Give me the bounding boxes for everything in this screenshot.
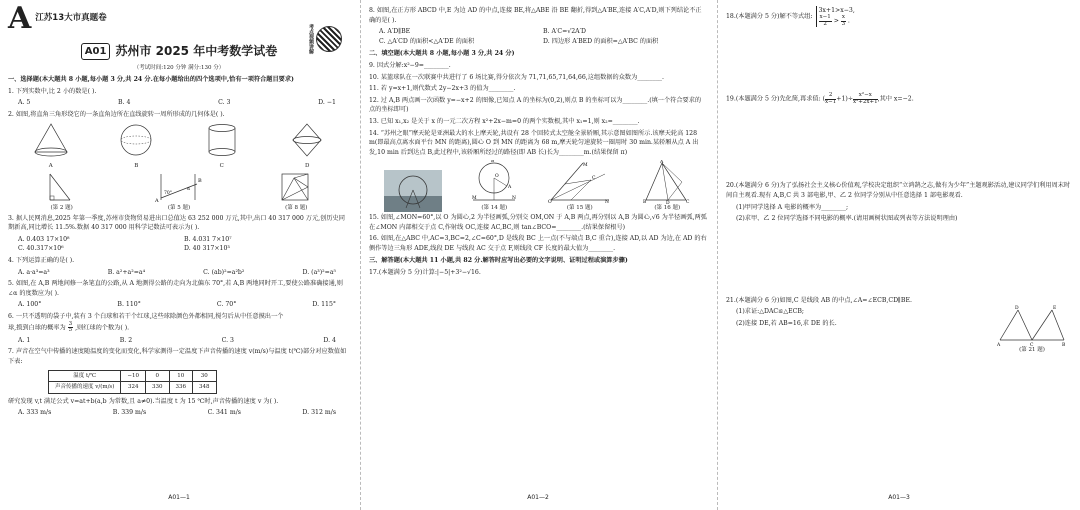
svg-text:M: M (472, 195, 477, 201)
q7-table (48, 370, 217, 394)
question-12: 12. 过 A,B 两点画一次函数 y=−x+2 的图像,已知点 A 的坐标为(0,2),则点 B 的坐标可以为________.(填一个符合要求的点的坐标即可) (369, 96, 702, 114)
question-3: 3. 据人民网消息,2025 年第一季度,苏州市货物贸易进出口总值达 63 252 000 万元,其中,出口 40 317 000 万元,创历史同期新高,同比增长 11.5%.数据 40 317 000 用科学记数法可表示为( ). (8, 214, 345, 232)
q4-option-b: B. a²+a²=a⁴ (107, 268, 146, 276)
q5-option-c: C. 70° (216, 301, 237, 309)
section-3-heading: 三、解答题(本大题共 11 小题,共 82 分.解答时应写出必要的文字说明、证明过程或演算步骤) (369, 257, 628, 265)
q6-option-b: B. 2 (119, 336, 133, 344)
svg-text:70°: 70° (163, 191, 172, 197)
exam-info: （考试时间:120 分钟 满分:130 分） (133, 64, 225, 71)
fig-q21 (996, 304, 1068, 355)
table-cell: 0 (146, 370, 170, 382)
section-1-heading: 一、选择题(本大题共 8 小题,每小题 3 分,共 24 分.在每小题给出的四个选项中,恰有一项符合题目要求) (8, 76, 294, 84)
q7-option-c: C. 341 m/s (207, 409, 241, 417)
q3-option-c: C. 40.317×10⁶ (18, 245, 64, 253)
fig-q15 (547, 160, 613, 213)
wheel-diagram (471, 160, 517, 204)
svg-text:N: N (512, 195, 517, 201)
svg-text:N: N (604, 199, 609, 204)
q7-option-d: D. 312 m/s (302, 409, 336, 417)
q4-option-d: D. (a³)²=a⁵ (302, 268, 336, 276)
q1-options (8, 98, 350, 108)
fig-q16-caption: (第 16 题) (654, 204, 681, 211)
question-10: 10. 某篮球队在一次联赛中共进行了 6 场比赛,得分依次为 71,71,65,71,64,66,这组数据的众数为________. (369, 73, 664, 81)
angle-bisector-diagram (547, 160, 613, 204)
fig-q16 (642, 160, 692, 213)
q18-line-1: 3x+1>x−3, (818, 7, 855, 14)
table-cell: 温度 t/℃ (49, 370, 121, 382)
q2-fig-b-label: B (134, 162, 139, 169)
q1-option-a: A. 5 (18, 99, 31, 107)
question-8: 8. 如图,在正方形 ABCD 中,E 为边 AD 的中点,连接 BE,将△ABE 沿 BE 翻折,得到△A′BE,连接 A′C,A′D,则下列结论不正确的是( ). (369, 7, 702, 24)
cone-figure (31, 122, 71, 162)
q8-option-d: D. 四边形 A′BED 的面积=△A′BC 的面积 (543, 37, 659, 45)
q19-tail: ,其中 x=−2. (877, 95, 914, 103)
svg-text:O: O (547, 199, 552, 204)
question-15: 15. 如图,∠MON=60°,以 O 为圆心,2 为半径画弧,分别交 OM,ON 于 A,B 两点,再分别以 A,B 为圆心,√6 为半径画弧,两弧在∠MON 内部相交于点 C,作射线 OC,连接 AC,BC,则 tan∠BCO=________.(结果保留根号) (369, 214, 707, 231)
sphere-figure (116, 122, 156, 162)
q7-option-b: B. 339 m/s (112, 409, 147, 417)
q19-text: 19.(本题满分 5 分)先化简,再求值: (726, 95, 821, 103)
q1-option-b: B. 4 (118, 99, 131, 107)
question-11: 11. 若 y=x+1,则代数式 2y−2x+3 的值为________. (369, 85, 516, 93)
question-20-part-2: (2)求甲、乙 2 位同学选择不同电影的概率.(请用画树状图或列表等方法说明理由) (736, 215, 958, 223)
question-21-part-1: (1)求证:△DAC≌△ECB; (736, 308, 804, 316)
q2-figures (8, 122, 350, 171)
fig-q8 (276, 172, 316, 213)
svg-text:O: O (495, 173, 499, 179)
question-2: 2. 如图,将直角三角形绕它的一条直角边所在直线旋转一周所形成的几何体是( ). (8, 110, 225, 118)
question-9: 9. 因式分解:x²−9=________. (369, 62, 451, 70)
table-cell: 10 (169, 370, 193, 382)
q8-options (369, 27, 707, 46)
fig-q2 (42, 172, 82, 213)
label-c: C (1030, 342, 1034, 346)
svg-text:A: A (154, 198, 159, 205)
q19-frac-1-num: 2 (825, 93, 836, 100)
exam-title: 苏州市 2025 年中考数学试卷 (115, 44, 278, 58)
table-cell: 324 (121, 382, 146, 394)
q2-fig-d-label: D (305, 162, 310, 169)
volume-letter: A (8, 1, 32, 36)
table-cell: 330 (146, 382, 170, 394)
triangle-diagram (642, 160, 692, 204)
answer-space-18 (726, 29, 1072, 93)
question-20-part-1: (1)甲同学选择 A 电影的概率为________; (736, 203, 849, 211)
q5-option-a: A. 100° (18, 301, 42, 309)
exam-title-row (8, 24, 350, 61)
q5-option-d: D. 115° (312, 301, 336, 309)
q2-fig-a-label: A (48, 162, 53, 169)
q1-option-d: D. −1 (318, 99, 336, 107)
svg-text:D: D (666, 200, 670, 204)
question-18 (726, 6, 1072, 27)
series-title: 江苏13大市真题卷 (35, 13, 107, 24)
exam-code: A01 (81, 43, 111, 61)
q6-fraction (68, 322, 74, 334)
table-cell: −10 (121, 370, 146, 382)
q1-option-c: C. 3 (218, 99, 231, 107)
q7-option-a: A. 333 m/s (18, 409, 52, 417)
q2-fig-c-label: C (219, 162, 224, 169)
label-a: A (997, 342, 1001, 346)
fig-q8-caption: (第 8 题) (285, 205, 308, 212)
q19-frac-2-num: x²−x (853, 93, 878, 100)
q6-line-1: 6. 一只不透明的袋子中,装有 3 个白球和若干个红球,这些球除颜色外都相同,搅匀后从中任意摸出一个 (8, 313, 284, 321)
fig-q14 (471, 160, 517, 213)
q19-frac-2-den: x²+2x+1 (853, 98, 878, 105)
q7-options (8, 408, 350, 418)
q6-option-c: C. 3 (221, 336, 234, 344)
question-16: 16. 如图,在△ABC 中,AC=3,BC=2,∠C=60°,D 是线段 BC 上一点(不与端点 B,C 重合),连接 AD,以 AD 为边,在 AD 的右侧作等边三角形 ADE,线段 DE 与线段 AC 交于点 F,则线段 CF 长度的最大值为________. (369, 235, 707, 252)
q18-gt: > (833, 17, 839, 25)
q8-option-b: B. A′C=√2A′D (543, 28, 586, 36)
fig-q21-caption: (第 21 题) (1019, 346, 1045, 353)
question-1: 1. 下列实数中,比 2 小的数是( ). (8, 87, 97, 95)
q3-option-b: B. 4.031 7×10⁷ (184, 235, 232, 243)
question-21: 21.(本题满分 6 分)如图,C 是线段 AB 的中点,∠A=∠ECB,CD∥BE. (726, 296, 912, 304)
svg-text:B: B (197, 178, 202, 185)
q6-option-a: A. 1 (18, 336, 31, 344)
q6-option-d: D. 4 (323, 336, 336, 344)
congruent-triangles-diagram (996, 304, 1068, 346)
question-21-block (726, 296, 1072, 353)
table-cell: 336 (169, 382, 193, 394)
q18-frac-2 (841, 15, 846, 27)
question-5: 5. 如图,在 A,B 两地间修一条笔直的公路,从 A 地测得公路的走向为北偏东 70°,若 A,B 两地同时开工,要使公路准确接通,则∠α 的度数应为( ). (8, 280, 343, 297)
table-row (49, 370, 217, 382)
q2-fig-c (202, 122, 242, 171)
bearing-figure (149, 172, 209, 204)
svg-text:C: C (591, 175, 596, 181)
question-4: 4. 下列运算正确的是( ). (8, 257, 75, 265)
page-3 (717, 0, 1080, 510)
q3-option-a: A. 0.403 17×10⁸ (18, 235, 70, 243)
page-1 (0, 0, 358, 510)
q18-text: 18.(本题满分 5 分)解不等式组: (726, 12, 813, 20)
q6-options (8, 336, 350, 346)
svg-text:M: M (582, 162, 588, 168)
qr-code-icon[interactable] (316, 26, 342, 52)
question-19: 19.(本题满分 5 分)先化简,再求值: ( $\frac{2}{x-1}$ +1)÷ $\frac{\text{x²−x}}{\text{x²+2x+1}}$ ,其中 x=−2. (726, 92, 914, 105)
q6-fraction-num: 3 (68, 320, 73, 327)
square-fold-figure (276, 172, 316, 204)
answer-space-19 (726, 107, 1072, 181)
q2-fig-a (31, 122, 71, 171)
q8-option-a: A. A′D∥BE (379, 28, 411, 36)
q5-option-b: B. 110° (117, 301, 141, 309)
question-13: 13. 已知 x₁,x₂ 是关于 x 的一元二次方程 x²+2x−m=0 的两个实数根,其中 x₁=1,则 x₂=________. (369, 118, 640, 126)
q18-system (816, 6, 855, 27)
question-14: 14. “苏州之眼”摩天轮是亚洲最大的水上摩天轮,共设有 28 个回转式太空舱全景轿厢,其示意图如图所示.该摩天轮高 128 m(即最高点离水面平台 MN 的距离),圆心 O 到 MN 的距离为 68 m,摩天轮匀速旋转一圈用时 30 min.某轿厢从点 A 出发,10 min 后到达点 B,此过程中,该轿厢所经过的路径(即 AB 长)长为________m.(结果保留 π) (369, 129, 699, 156)
qr-block[interactable] (308, 24, 343, 54)
q3-options (8, 235, 350, 254)
q2-fig-d (287, 122, 327, 171)
section-2-heading: 二、填空题(本大题共 8 小题,每小题 3 分,共 24 分) (369, 50, 515, 58)
svg-text:B: B (491, 159, 495, 164)
q3-option-d: D. 40 317×10³ (184, 245, 230, 253)
q8-option-c: C. △A′CD 的面积<△A′DE 的面积 (379, 37, 475, 45)
page-3-footer: A01—3 (888, 493, 910, 501)
q18-frac-1-num: x−1 (819, 14, 831, 21)
page-1-footer: A01—1 (168, 493, 190, 501)
question-17: 17.(本题满分 5 分)计算:|−5|+3²−√16. (369, 269, 481, 277)
question-20: 20.(本题满分 6 分)为了弘扬社会主义核心价值观,学校决定组织“立鸿鹄之志,做有为少年”主题观影活动,建议同学们利用周末时间自主观看.现有 A,B,C 共 3 部电影,甲、乙 2 位同学分别从中任意选择 1 部电影观看. (726, 182, 1071, 199)
table-row (49, 382, 217, 394)
svg-text:C: C (686, 199, 690, 204)
q6-line-2 (8, 322, 350, 334)
q18-frac-1-den: 2 (823, 20, 827, 27)
ferris-wheel-photo (384, 170, 442, 212)
svg-text:α: α (186, 187, 191, 193)
q4-option-c: C. (ab)²=a²b² (203, 268, 245, 276)
q18-frac-2-den: 3 (841, 20, 846, 27)
fig-q14-caption: (第 14 题) (481, 204, 508, 211)
q19-frac-1 (825, 93, 836, 105)
label-b: B (1062, 342, 1066, 346)
table-cell: 30 (193, 370, 217, 382)
q19-div: ÷ (847, 95, 853, 103)
svg-text:B: B (643, 199, 647, 204)
q18-frac-1 (819, 15, 832, 27)
q19-frac-1-den: x−1 (825, 98, 837, 105)
q18-line-2 (819, 15, 855, 27)
question-7: 7. 声音在空气中传播的速度随温度的变化而变化,科学家测得一定温度下声音传播的速度 v(m/s)与温度 t(℃)部分对应数值如下表: (8, 348, 347, 365)
fig-q14-photo (384, 170, 442, 212)
q6-text-b: 球,摸到白球的概率为 (8, 324, 66, 332)
qr-label: 考点视频讲解 (308, 24, 314, 54)
svg-text:A: A (660, 159, 664, 165)
fig-q5 (149, 172, 209, 213)
label-d: D (1015, 305, 1019, 311)
table-cell: 348 (193, 382, 217, 394)
q19-frac-2 (853, 93, 878, 105)
q2-fig-b (116, 122, 156, 171)
q18-frac-2-num: x (841, 14, 845, 21)
question-7-continued: 研究发现 v,t 满足公式 v=at+b(a,b 为常数,且 a≠0).当温度 t 为 15 ℃时,声音传播的速度 v 为( ). (8, 397, 279, 405)
question-21-part-2: (2)连接 DE,若 AB=16,求 DE 的长. (736, 319, 837, 327)
q18-end: . (847, 17, 850, 25)
q19-plus: +1 (836, 95, 846, 103)
q6-text-c: ,则红球的个数为( ). (75, 324, 130, 332)
q6-fraction-den: 5 (68, 327, 73, 334)
page1-small-figures (8, 172, 350, 213)
label-e: E (1053, 305, 1057, 311)
table-cell: 声音传播的速度 v/(m/s) (49, 382, 121, 394)
q4-options (8, 268, 350, 278)
ferris-wheel-icon (384, 170, 442, 212)
fig-q5-caption: (第 5 题) (167, 205, 191, 212)
fig-q2-caption: (第 2 题) (50, 205, 73, 212)
page-header (8, 1, 350, 36)
answer-space-20 (726, 226, 1072, 296)
question-6 (8, 312, 350, 334)
q5-options (8, 300, 350, 310)
page2-figures (369, 160, 707, 213)
cylinder-figure (202, 122, 242, 162)
svg-text:A: A (508, 184, 512, 190)
fig-q15-caption: (第 15 题) (566, 204, 593, 211)
right-triangle-figure (42, 172, 82, 204)
page-2 (360, 0, 715, 510)
page-2-footer: A01—2 (527, 493, 549, 501)
q4-option-a: A. a·a³=a³ (18, 268, 50, 276)
double-cone-figure (287, 122, 327, 162)
